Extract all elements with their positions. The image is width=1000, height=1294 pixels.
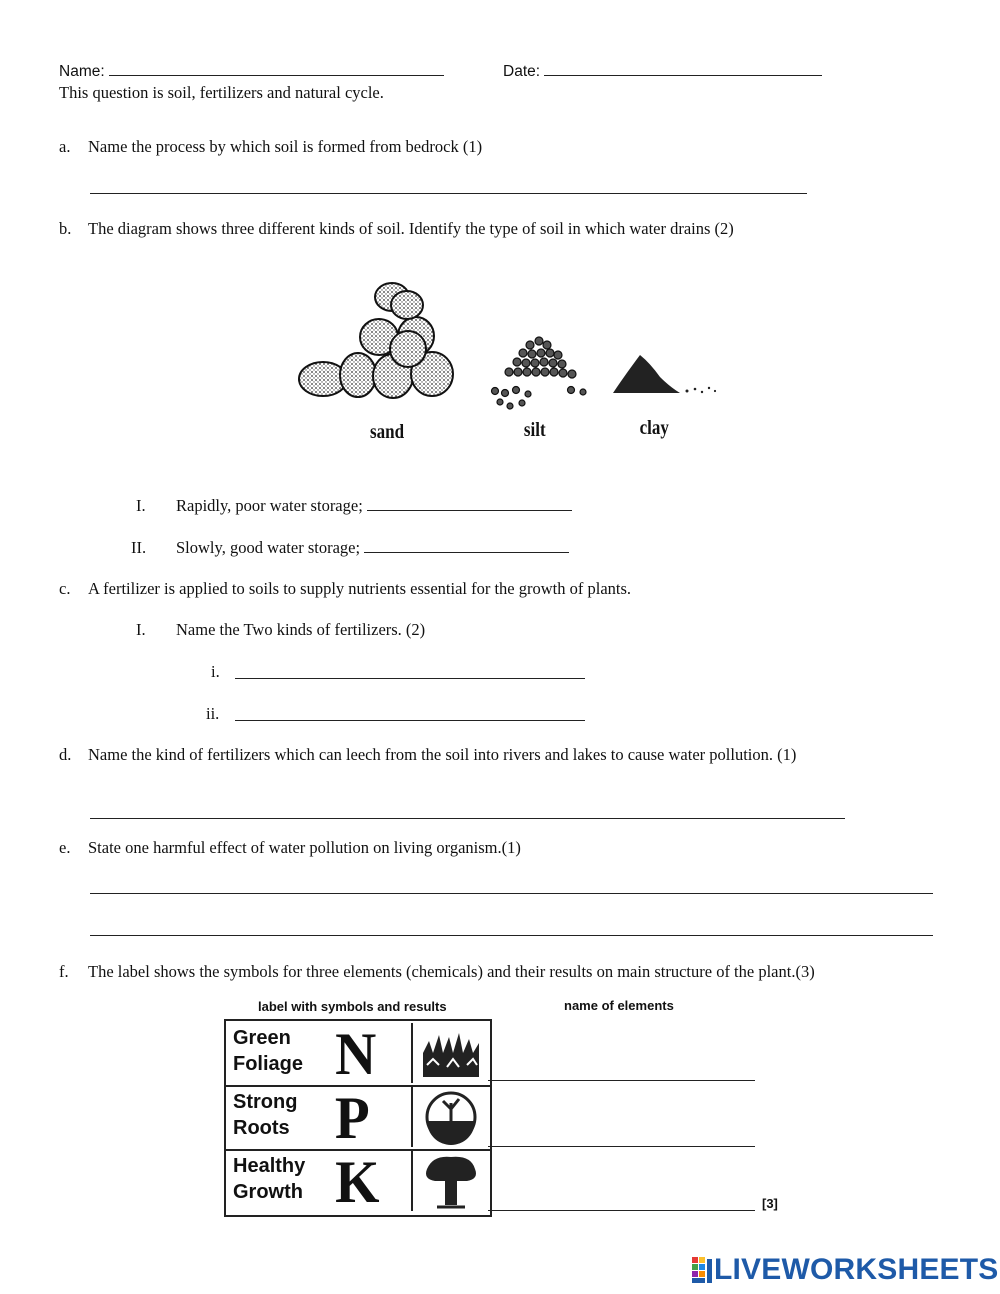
silt-pile-icon	[492, 337, 587, 409]
npk-row-label: Strong Roots	[233, 1091, 298, 1139]
q-b-item-1-num: I.	[136, 496, 146, 515]
soil-label-clay: clay	[639, 417, 669, 439]
q-d-answer-line[interactable]	[90, 818, 845, 819]
marks-label: [3]	[762, 1196, 778, 1211]
liveworksheets-logo-text: LIVEWORKSHEETS	[714, 1253, 999, 1286]
q-c-sub-text: Name the Two kinds of fertilizers. (2)	[176, 620, 426, 639]
name-label: Name:	[59, 63, 105, 80]
q-d-text: Name the kind of fertilizers which can leech from the soil into rivers and lakes to cause water pollution. (1)	[88, 745, 797, 764]
q-f-letter: f.	[59, 962, 69, 981]
soil-diagram	[295, 275, 725, 415]
liveworksheets-logo	[692, 1253, 999, 1286]
npk-row-label: Healthy Growth	[233, 1155, 306, 1203]
npk-symbol: N	[335, 1021, 377, 1087]
table-heading-right: name of elements	[564, 998, 674, 1013]
q-c-text: A fertilizer is applied to soils to supply nutrients essential for the growth of plants.	[88, 579, 632, 598]
q-c-answer-1-num: i.	[211, 662, 220, 681]
npk-label-table	[224, 1019, 492, 1217]
q-a-answer-line[interactable]	[90, 193, 807, 194]
q-e-answer-line-2[interactable]	[90, 935, 933, 936]
foliage-icon	[411, 1023, 489, 1083]
npk-row-label: Green Foliage	[233, 1027, 304, 1075]
tree-icon	[411, 1151, 489, 1211]
npk-row-nitrogen	[226, 1021, 490, 1087]
q-e-answer-line-1[interactable]	[90, 893, 933, 894]
clay-pile-icon	[613, 355, 716, 393]
q-b-item-2-num: II.	[131, 538, 147, 557]
q-b-item-2-answer[interactable]	[364, 538, 569, 553]
roots-icon	[411, 1087, 489, 1147]
q-b-text: The diagram shows three different kinds of soil. Identify the type of soil in which water drains (2)	[88, 219, 734, 238]
q-c-letter: c.	[59, 579, 71, 598]
q-e-letter: e.	[59, 838, 71, 857]
q-b-item-1-text: Rapidly, poor water storage;	[176, 496, 363, 515]
element-answer-line-3[interactable]	[488, 1210, 755, 1211]
q-b-item-1-answer[interactable]	[367, 496, 572, 511]
intro-text: This question is soil, fertilizers and natural cycle.	[59, 83, 384, 102]
table-heading-left: label with symbols and results	[258, 999, 447, 1014]
q-a-text: Name the process by which soil is formed from bedrock (1)	[88, 137, 483, 156]
q-e-text: State one harmful effect of water pollution on living organism.(1)	[88, 838, 521, 857]
name-line	[59, 61, 444, 81]
date-line	[503, 61, 822, 81]
q-b-item-1	[176, 496, 572, 516]
date-field[interactable]	[544, 61, 822, 76]
q-c-sub-num: I.	[136, 620, 146, 639]
q-c-answer-2-num: ii.	[206, 704, 220, 723]
npk-row-phosphorus	[226, 1085, 490, 1151]
q-a-letter: a.	[59, 137, 71, 156]
liveworksheets-logo-icon	[692, 1257, 714, 1283]
sand-pile-icon	[299, 283, 453, 398]
npk-symbol: K	[335, 1149, 380, 1215]
q-c-answer-2-line[interactable]	[235, 720, 585, 721]
soil-label-sand: sand	[370, 421, 405, 443]
q-c-answer-1-line[interactable]	[235, 678, 585, 679]
npk-symbol: P	[334, 1085, 370, 1151]
q-b-item-2-text: Slowly, good water storage;	[176, 538, 361, 557]
date-label: Date:	[503, 63, 541, 80]
name-field[interactable]	[109, 61, 444, 76]
q-f-text: The label shows the symbols for three elements (chemicals) and their results on main structure of the plant.(3)	[88, 962, 815, 981]
element-answer-line-2[interactable]	[488, 1146, 755, 1147]
q-d-letter: d.	[59, 745, 72, 764]
soil-label-silt: silt	[523, 419, 546, 441]
q-b-item-2	[176, 538, 569, 558]
element-answer-line-1[interactable]	[488, 1080, 755, 1081]
q-b-letter: b.	[59, 219, 72, 238]
npk-row-potassium	[226, 1149, 490, 1213]
